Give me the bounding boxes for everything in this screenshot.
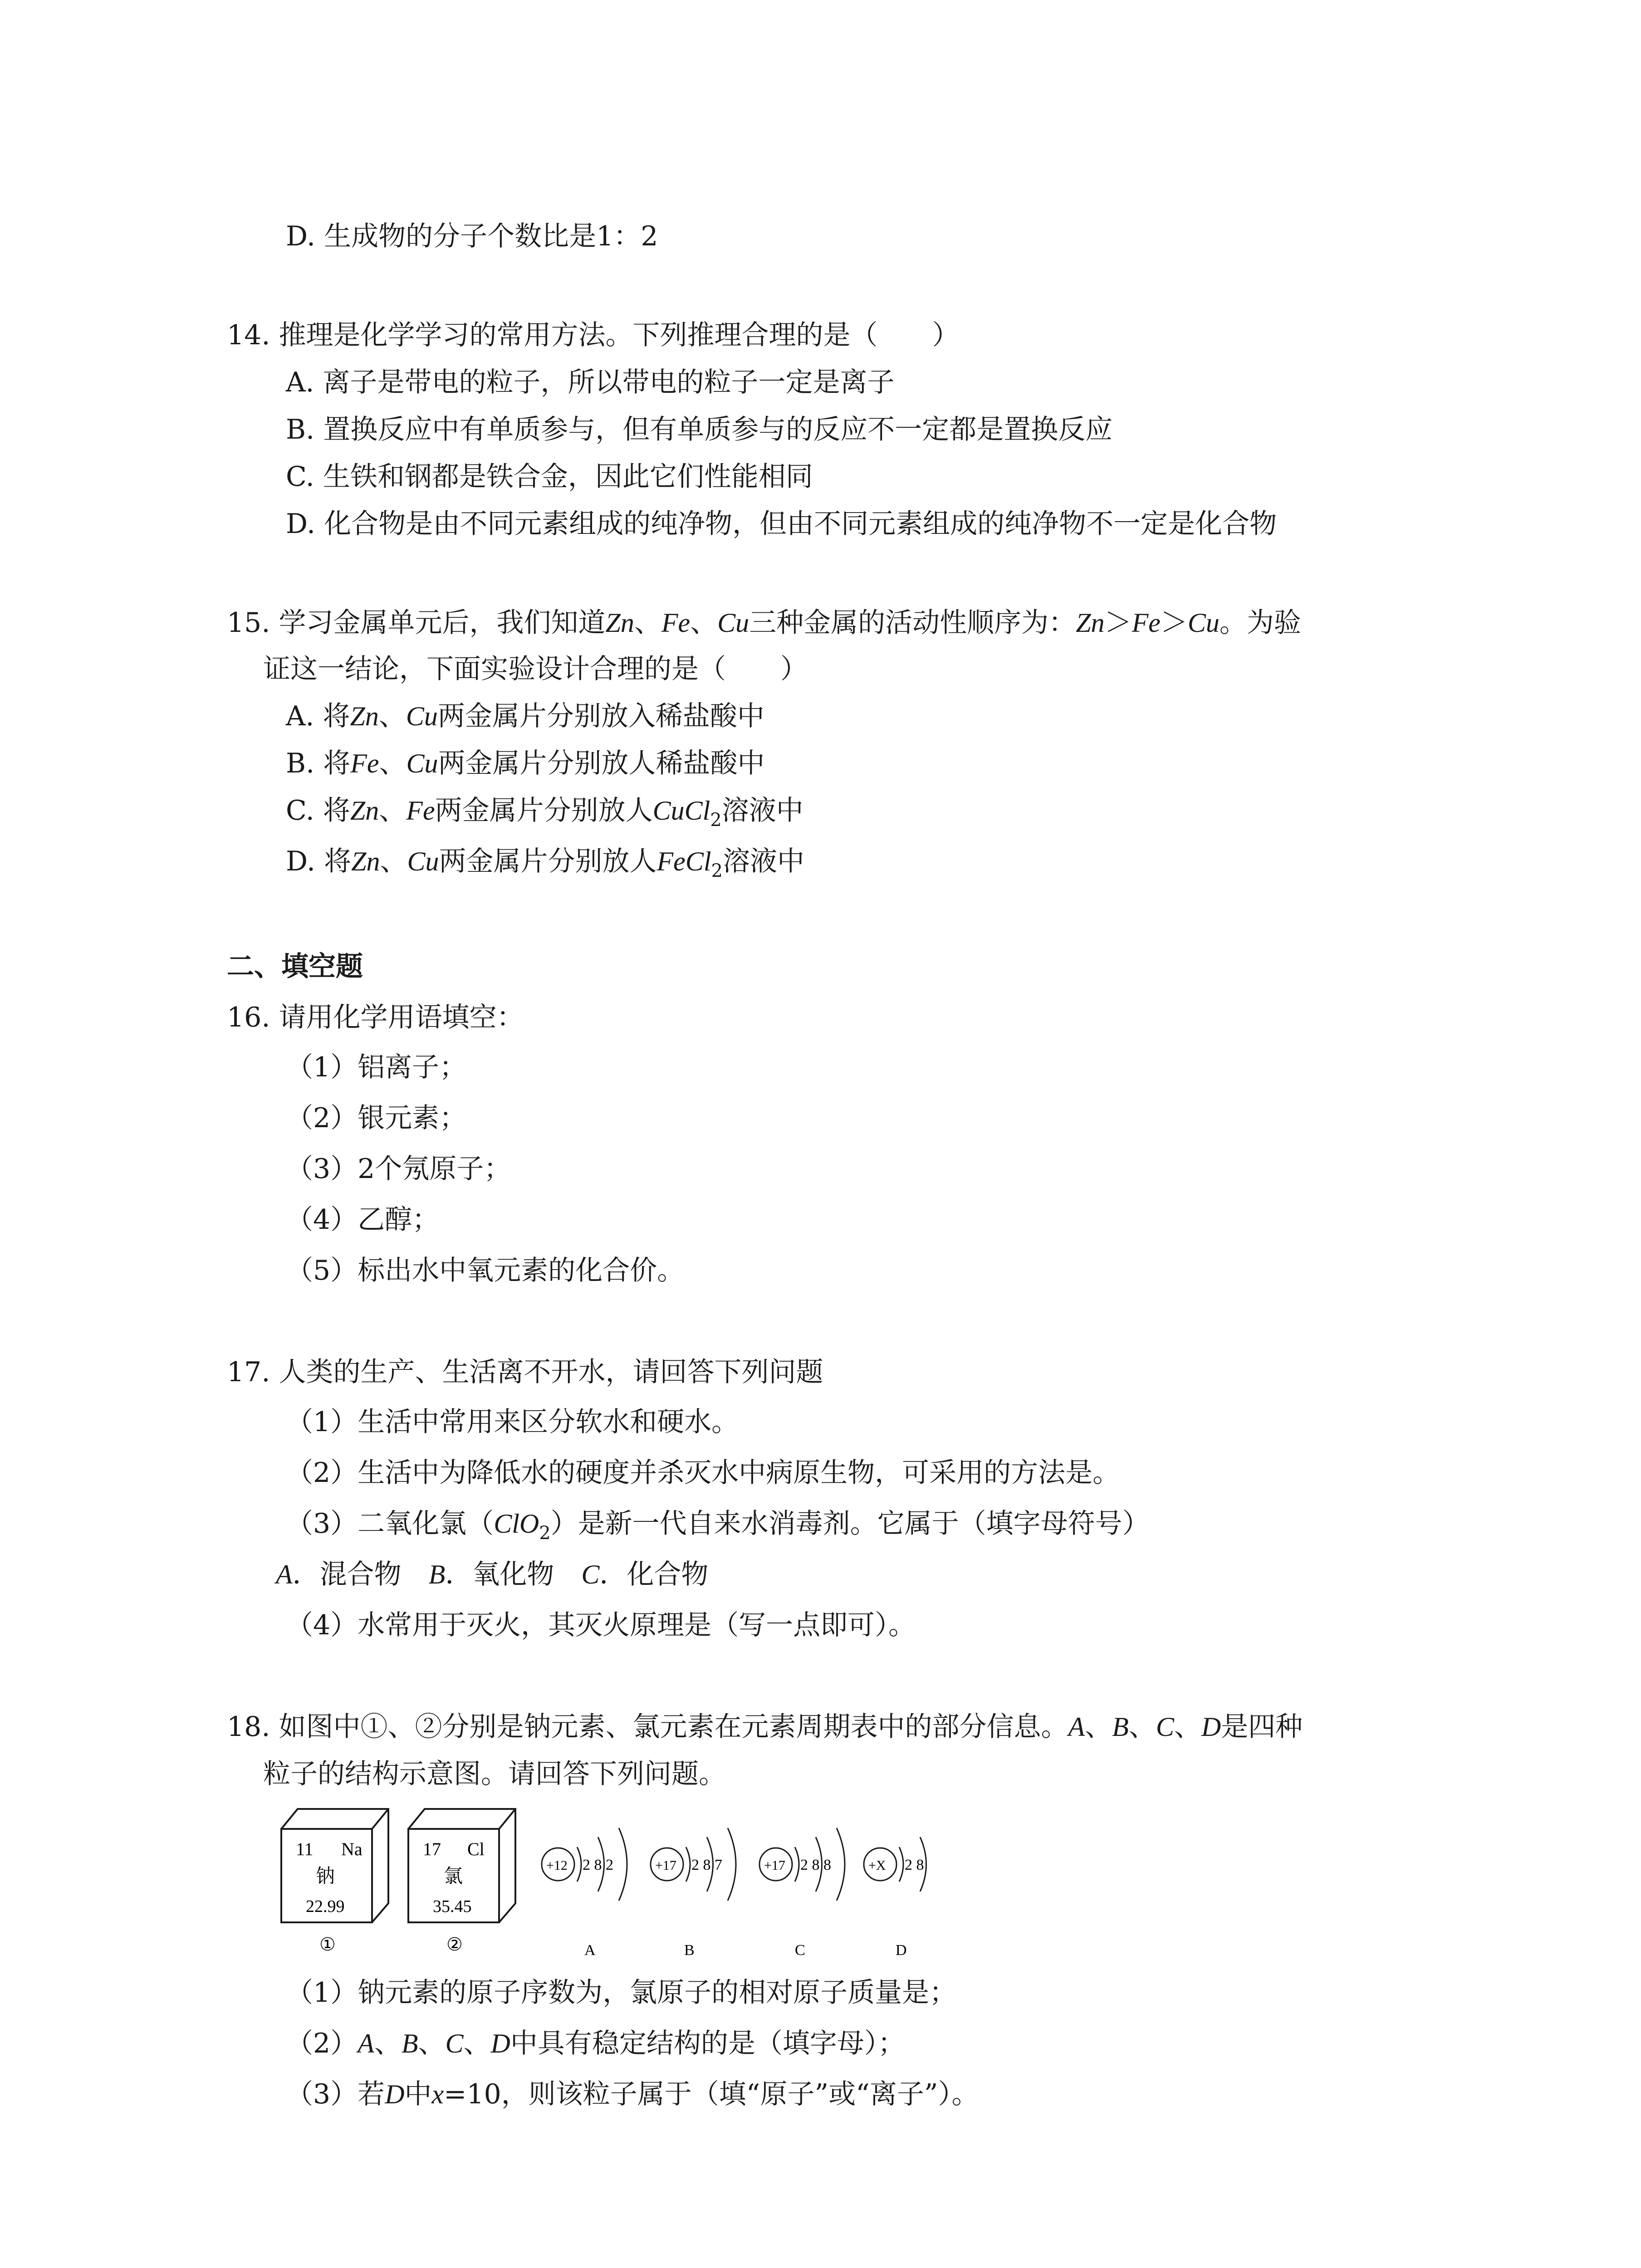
q16-item-1: （1）铝离子；	[286, 1051, 467, 1083]
atom-a-shells: 2 8 2	[583, 1857, 613, 1873]
q14-option-c: C. 生铁和钢都是铁合金，因此它们性能相同	[286, 461, 813, 493]
atom-d-nucleus: +X	[868, 1858, 886, 1873]
q14-option-b: B. 置换反应中有单质参与，但有单质参与的反应不一定都是置换反应	[286, 414, 1113, 445]
atom-a-nucleus: +12	[546, 1858, 568, 1873]
q15-option-c: C. 将Zn、Fe两金属片分别放人CuCl$_2$溶液中	[286, 795, 803, 831]
q18-item-3: （3）若D中x=10，则该粒子属于（填“原子”或“离子”）。	[286, 2078, 979, 2110]
cl-symbol: Cl	[467, 1839, 485, 1859]
section-heading: 二、填空题	[227, 951, 363, 982]
q17-choices: A．混合物 B．氧化物 C．化合物	[276, 1559, 709, 1590]
q15-option-a: A. 将Zn、Cu两金属片分别放入稀盐酸中	[286, 700, 764, 732]
q15-option-b: B. 将Fe、Cu两金属片分别放人稀盐酸中	[286, 748, 765, 779]
q17-stem: 17. 人类的生产、生活离不开水，请回答下列问题	[227, 1356, 823, 1388]
cl-mass: 35.45	[433, 1897, 472, 1916]
q15-stem-line2: 证这一结论，下面实验设计合理的是（ ）	[263, 653, 808, 685]
na-name: 钠	[316, 1865, 335, 1887]
q17-item-3: （3）二氧化氯（ClO$_2$）是新一代自来水消毒剂。它属于（填字母符号）	[286, 1508, 1150, 1544]
atom-d-shells: 2 8	[905, 1857, 924, 1873]
q14-option-a: A. 离子是带电的粒子，所以带电的粒子一定是离子	[286, 367, 895, 398]
atom-c-shells: 2 8 8	[800, 1857, 831, 1873]
cl-atomic-number: 17	[423, 1839, 441, 1859]
na-atomic-number: 11	[296, 1839, 314, 1859]
q14-option-d: D. 化合物是由不同元素组成的纯净物，但由不同元素组成的纯净物不一定是化合物	[286, 508, 1277, 540]
q18-item-1: （1）钠元素的原子序数为，氯原子的相对原子质量是；	[286, 1977, 957, 2009]
q17-item-1: （1）生活中常用来区分软水和硬水。	[286, 1406, 739, 1438]
q18-item-2: （2）A、B、C、D中具有稳定结构的是（填字母）；	[286, 2028, 905, 2059]
q16-item-4: （4）乙醇；	[286, 1204, 440, 1236]
atom-c-label: C	[795, 1942, 805, 1959]
na-marker: ①	[319, 1934, 336, 1955]
q13-option-d: D. 生成物的分子个数比是1：2	[286, 220, 658, 252]
atom-b-shells: 2 8 7	[691, 1857, 722, 1873]
q17-item-4: （4）水常用于灭火，其灭火原理是（写一点即可）。	[286, 1609, 916, 1641]
q17-item-2: （2）生活中为降低水的硬度并杀灭水中病原生物，可采用的方法是。	[286, 1457, 1120, 1489]
atom-a-label: A	[584, 1942, 596, 1959]
q15-option-d: D. 将Zn、Cu两金属片分别放人FeCl$_2$溶液中	[286, 846, 804, 881]
na-mass: 22.99	[306, 1897, 345, 1916]
q14-stem: 14. 推理是化学学习的常用方法。下列推理合理的是（ ）	[227, 319, 960, 351]
element-figure	[272, 1796, 980, 1964]
na-symbol: Na	[341, 1839, 362, 1859]
q16-item-3: （3）2个氖原子；	[286, 1153, 511, 1185]
atom-d-label: D	[896, 1942, 907, 1959]
q16-item-5: （5）标出水中氧元素的化合价。	[286, 1255, 685, 1286]
cl-name: 氯	[444, 1865, 463, 1887]
q15-stem-line1: 15. 学习金属单元后，我们知道Zn、Fe、Cu三种金属的活动性顺序为：Zn＞Fe＞Cu。为验	[227, 607, 1301, 639]
q16-item-2: （2）银元素；	[286, 1102, 467, 1134]
q18-stem-line1: 18. 如图中①、②分别是钠元素、氯元素在元素周期表中的部分信息。A、B、C、D是四种	[227, 1711, 1303, 1743]
atom-b-nucleus: +17	[655, 1858, 676, 1873]
q18-stem-line2: 粒子的结构示意图。请回答下列问题。	[263, 1758, 726, 1790]
atom-b-label: B	[684, 1942, 695, 1959]
q16-stem: 16. 请用化学用语填空：	[227, 1002, 524, 1033]
atom-c-nucleus: +17	[764, 1858, 785, 1873]
cl-marker: ②	[446, 1934, 463, 1955]
